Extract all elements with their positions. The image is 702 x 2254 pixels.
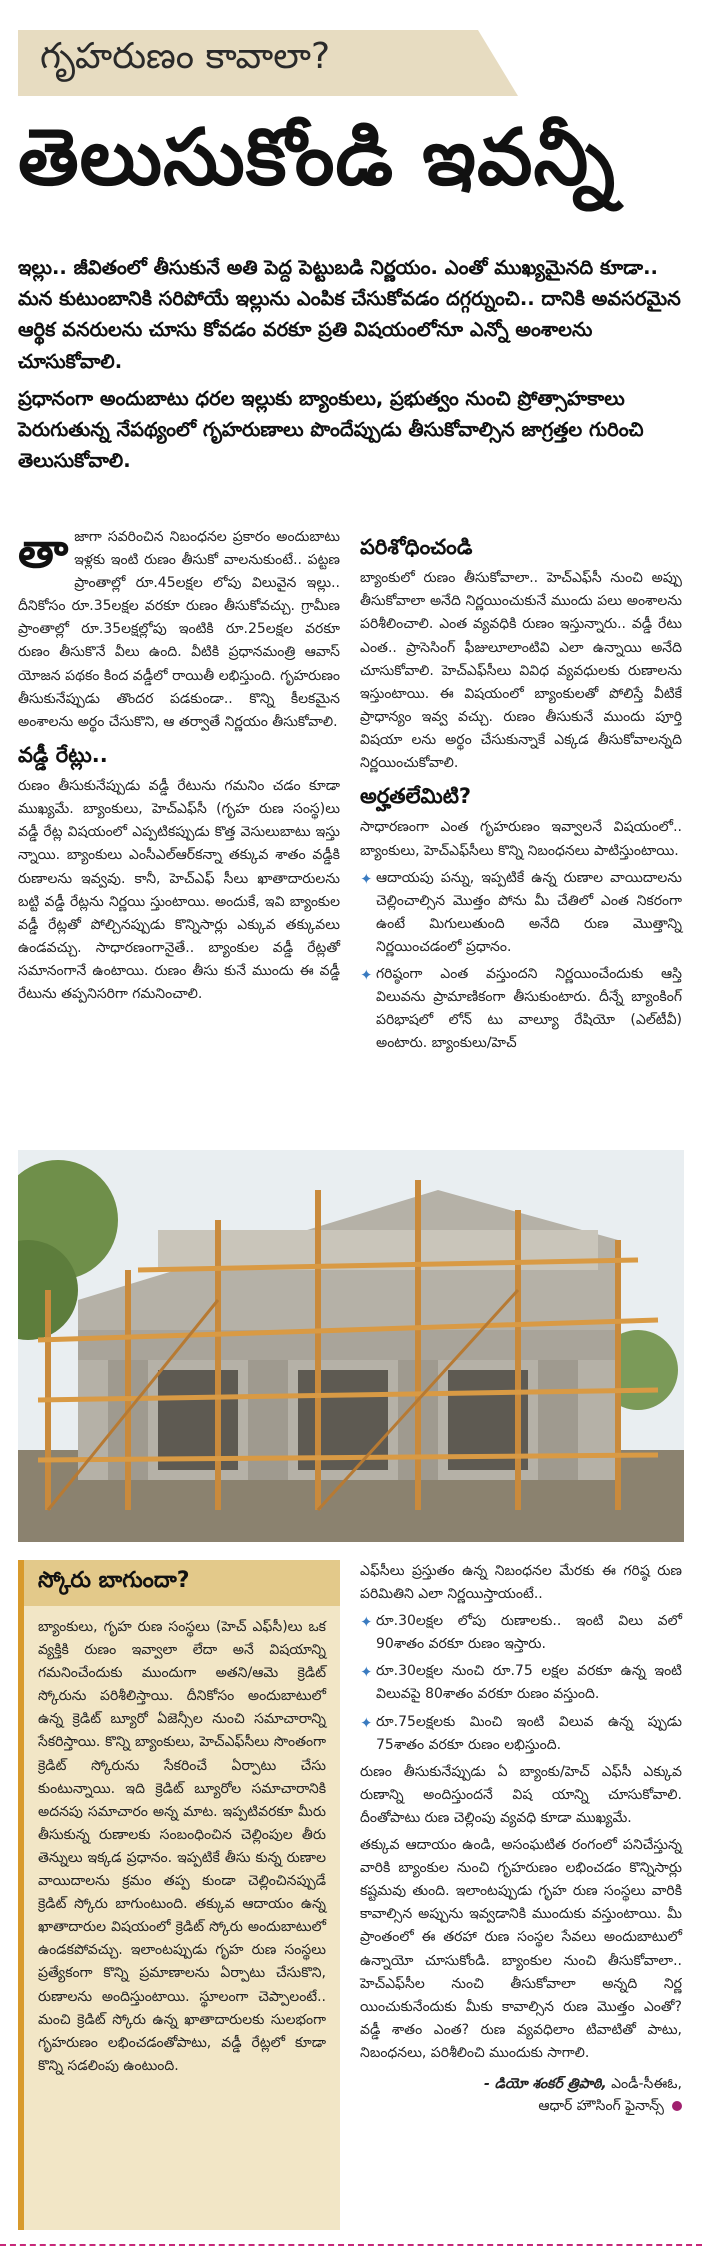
- kicker: గృహరుణం కావాలా?: [40, 36, 331, 77]
- bullet-text: రూ.75లక్షలకు మించి ఇంటి విలువ ఉన్న ప్పుడు 75శాతం వరకూ రుణం లభిస్తుంది.: [376, 1713, 682, 1753]
- byline: [360, 2073, 682, 2118]
- right-column: [360, 526, 682, 1059]
- intro-paragraph: ఇల్లు.. జీవితంలో తీసుకునే అతి పెద్ద పెట్టుబడి నిర్ణయం. ఎంతో ముఖ్యమైనది కూడా.. మన కుటుంబానికి సరిపోయే ఇల్లును ఎంపిక చేసుకోవడం దగ్గర్నుంచి.. దానికి అవసరమైన ఆర్థిక వనరులను చూసు కోవడం వరకూ ప్రతి విషయంలోనూ ఎన్నో అంశాలను చూసుకోవాలి.: [18, 256, 681, 373]
- byline-name: - డియో శంకర్ త్రిపాఠి,: [483, 2075, 607, 2092]
- article-paragraph: రుణం తీసుకునేప్పుడు వడ్డీ రేటును గమనిం చడం కూడా ముఖ్యమే. బ్యాంకులు, హెచ్‌ఎఫ్‌సీ (గృహ రుణ సంస్థ)లు వడ్డీ రేట్ల విషయంలో ఎప్పటికప్పుడు కొత్త వెసులుబాటు ఇస్తు న్నాయి. బ్యాంకులు ఎంసీఎల్‌ఆర్‌కన్నా తక్కువ శాతం వడ్డీకి రుణాలను ఇవ్వవు. కానీ, హెచ్‌ఎఫ్‌ సీలు ఖాతాదారులను బట్టి వడ్డీ రేట్లను నిర్ణయి స్తుంటాయి. అందుకే, ఇవి బ్యాంకుల వడ్డీ రేట్లతో పోల్చినప్పుడు కొన్నిసార్లు ఎక్కువ తక్కువలు ఉండవచ్చు. సాధారణంగానైతే.. బ్యాంకుల వడ్డీ రేట్లతో సమానంగానే ఉంటాయి. రుణం తీసు కునే ముందు ఈ వడ్డీ రేటును తప్పనిసరిగా గమనించాలి.: [18, 778, 340, 1002]
- drop-cap: తా: [18, 524, 69, 578]
- bottom-divider: [0, 2244, 702, 2246]
- bullet-diamond-icon: ✦: [360, 966, 373, 984]
- box-title: స్కోరు బాగుందా?: [24, 1560, 340, 1606]
- bullet-diamond-icon: ✦: [360, 1713, 373, 1732]
- bullet-text: రూ.30లక్షల నుంచి రూ.75 లక్షల వరకూ ఉన్న ఇంటి విలువపై 80శాతం వరకూ రుణం వస్తుంది.: [376, 1663, 682, 1703]
- credit-score-box: [18, 1560, 340, 2230]
- bullet-item: [360, 867, 682, 959]
- intro-paragraph: ప్రధానంగా అందుబాటు ధరల ఇల్లుకు బ్యాంకులు, ప్రభుత్వం నుంచి ప్రోత్సాహకాలు పెరుగుతున్న నేపథ్యంలో గృహరుణాలు పొందేప్పుడు తీసుకోవాల్సిన జాగ్రత్తల గురించి తెలుసుకోవాలి.: [18, 386, 644, 473]
- paragraph-text: జాగా సవరించిన నిబంధనల ప్రకారం అందుబాటు ఇళ్లకు ఇంటి రుణం తీసుకో వాలనుకుంటే.. పట్టణ ప్రాంతాల్లో రూ.45లక్షల లోపు విలువైన ఇల్లు.. దీనికోసం రూ.35లక్షల వరకూ రుణం తీసుకోవచ్చు. గ్రామీణ ప్రాంతాల్లో రూ.35లక్షల్లోపు ఇంటికి రూ.25లక్షల వరకూ రుణం తీసుకొనే వీలు ఉంది. వీటికి ప్రధానమంత్రి ఆవాస్ యోజన పథకం కింద వడ్డీలో రాయితీ లభిస్తుంది. గృహరుణం తీసుకునేప్పుడు తొందర పడకుండా.. కొన్ని కీలకమైన అంశాలను అర్థం చేసుకొని, ఆ తర్వాతే నిర్ణయం తీసుకోవాలి.: [18, 529, 340, 730]
- headline: తెలుసుకోండి ఇవన్నీ: [18, 113, 616, 203]
- bullet-diamond-icon: ✦: [360, 1663, 373, 1682]
- intro: [18, 252, 684, 482]
- right-column-lower: [360, 1560, 682, 2118]
- bullet-diamond-icon: ✦: [360, 1613, 373, 1632]
- bullet-item: [360, 963, 682, 1055]
- subhead-interest-rates: వడ్డీ రేట్లు..: [18, 742, 108, 767]
- article-paragraph: రుణం తీసుకునేప్పుడు ఏ బ్యాంకు/హెచ్ ఎఫ్‌సీ ఎక్కువ రుణాన్ని అందిస్తుందనే విష యాన్ని చూసుకోవాలి. దీంతోపాటు రుణ చెల్లింపు వ్యవధి కూడా ముఖ్యమే.: [360, 1763, 682, 1826]
- photo-illustration: [18, 1150, 684, 1542]
- article-paragraph: తక్కువ ఆదాయం ఉండి, అసంఘటిత రంగంలో పనిచేస్తున్న వారికి బ్యాంకుల నుంచి గృహరుణం లభించడం కొన్నిసార్లు కష్టమవు తుంది. ఇలాంటప్పుడు గృహ రుణ సంస్థలు వారికి కావాల్సిన అప్పును ఇవ్వడానికి ముందుకు వస్తుంటాయి. మీ ప్రాంతంలో ఈ తరహా రుణ సంస్థల సేవలు అందుబాటులో ఉన్నాయో చూసుకోండి. బ్యాంకుల నుంచి తీసుకోవాలా.. హెచ్‌ఎఫ్‌సీల నుంచి తీసుకోవాలా అన్నది నిర్ణ యించుకునేందుకు మీకు కావాల్సిన రుణ మొత్తం ఎంతో? వడ్డీ శాతం ఎంత? రుణ వ్యవధిలాం టివాటితో పాటు, నిబంధనలు, పరిశీలించి ముందుకు సాగాలి.: [360, 1837, 682, 2061]
- left-column: [18, 526, 340, 1010]
- subhead-research: పరిశోధించండి: [360, 535, 473, 559]
- article-paragraph: బ్యాంకులో రుణం తీసుకోవాలా.. హెచ్‌ఎఫ్‌సీ నుంచి అప్పు తీసుకోవాలా అనేది నిర్ణయించుకునే ముందు పలు అంశాలను పరిశీలించాలి. ఎంత వ్యవధికి రుణం ఇస్తున్నారు.. వడ్డీ రేటు ఎంత.. ప్రాసెసింగ్ ఫీజులూలాంటివి ఎలా ఉన్నాయి అనేది చూసుకోవాలి. హెచ్‌ఎఫ్‌సీలు వివిధ వ్యవధులకు రుణాలను ఇస్తుంటాయి. ఈ విషయంలో బ్యాంకులతో పోలిస్తే వీటికే ప్రాధాన్యం ఇవ్వ వచ్చు. రుణం తీసుకునే ముందు పూర్తి విషయా లను అర్థం చేసుకున్నాకే ఎక్కడ తీసుకోవాలన్నది నిర్ణయించుకోవాలి.: [360, 570, 682, 772]
- bullet-text: ఆదాయపు పన్ను, ఇప్పటికే ఉన్న రుణాల వాయిదాలను చెల్లించాల్సిన మొత్తం పోను మీ చేతిలో ఎంత నికరంగా ఉంటే మిగులుతుంది అనేది రుణ మొత్తాన్ని నిర్ణయించడంలో ప్రధానం.: [376, 869, 682, 955]
- byline-role: ఎండీ-సీఈఓ,: [611, 2075, 682, 2092]
- article-paragraph: ఎఫ్‌సీలు ప్రస్తుతం ఉన్న నిబంధనల మేరకు ఈ గరిష్ఠ రుణ పరిమితిని ఎలా నిర్ణయిస్తాయంటే..: [360, 1563, 682, 1603]
- bullet-item: [360, 1711, 682, 1757]
- box-body: బ్యాంకులు, గృహ రుణ సంస్థలు (హెచ్ ఎఫ్‌సీ)లు ఒక వ్యక్తికి రుణం ఇవ్వాలా లేదా అనే విషయాన్ని గమనించేందుకు ముందుగా అతని/ఆమె క్రెడిట్ స్కోరును పరిశీలిస్తాయి. దీనికోసం అందుబాటులో ఉన్న క్రెడిట్ బ్యూరో ఏజెన్సీల నుంచి సమాచారాన్ని సేకరిస్తాయి. కొన్ని బ్యాంకులు, హెచ్‌ఎఫ్‌సీలు సొంతంగా క్రెడిట్ స్కోరును సేకరించే ఏర్పాటు చేసు కుంటున్నాయి. ఇది క్రెడిట్ బ్యూరోల సమాచారానికి అదనపు సమాచారం అన్న మాట. ఇప్పటివరకూ మీరు తీసుకున్న రుణాలకు సంబంధించిన చెల్లింపుల తీరు తెన్నులు ఇక్కడ ప్రధానం. ఇప్పటికే తీసు కున్న రుణాల వాయిదాలను క్రమం తప్ప కుండా చెల్లించినప్పుడే క్రెడిట్ స్కోరు బాగుంటుంది. తక్కువ ఆదాయం ఉన్న ఖాతాదారుల విషయంలో క్రెడిట్ స్కోరు అందుబాటులో ఉండకపోవచ్చు. ఇలాంటప్పుడు గృహ రుణ సంస్థలు ప్రత్యేకంగా కొన్ని ప్రమాణాలను ఏర్పాటు చేసుకొని, రుణాలను అందిస్తుంటాయి. స్థూలంగా చెప్పాలంటే.. మంచి క్రెడిట్ స్కోరు ఉన్న ఖాతాదారులకు సులభంగా గృహరుణం లభించడంతోపాటు, వడ్డీ రేట్లలో కూడా కొన్ని సడలింపు ఉంటుంది.: [38, 1619, 326, 2074]
- bullet-diamond-icon: ✦: [360, 869, 373, 888]
- end-mark-icon: [672, 2101, 682, 2111]
- article-paragraph: సాధారణంగా ఎంత గృహరుణం ఇవ్వాలనే విషయంలో.. బ్యాంకులు, హెచ్‌ఎఫ్‌సీలు కొన్ని నిబంధనలు పాటిస్తుంటాయి.: [360, 819, 682, 859]
- bullet-item: [360, 1610, 682, 1656]
- house-construction-photo: [18, 1150, 684, 1542]
- bullet-text: రూ.30లక్షల లోపు రుణాలకు.. ఇంటి విలు వలో 90శాతం వరకూ రుణం ఇస్తారు.: [376, 1613, 682, 1653]
- article-paragraph: [18, 526, 340, 734]
- bullet-item: [360, 1660, 682, 1706]
- subhead-eligibility: అర్హతలేమిటి?: [360, 784, 472, 809]
- bullet-text: గరిష్ఠంగా ఎంత వస్తుందని నిర్ణయించేందుకు ఆస్తి విలువను ప్రామాణికంగా తీసుకుంటారు. దీన్నే బ్యాంకింగ్ పరిభాషలో లోన్ టు వాల్యూ రేషియో (ఎల్‌టీవీ) అంటారు. బ్యాంకులు/హెచ్: [376, 966, 682, 1052]
- byline-org: ఆధార్ హౌసింగ్ ఫైనాన్స్: [538, 2098, 664, 2115]
